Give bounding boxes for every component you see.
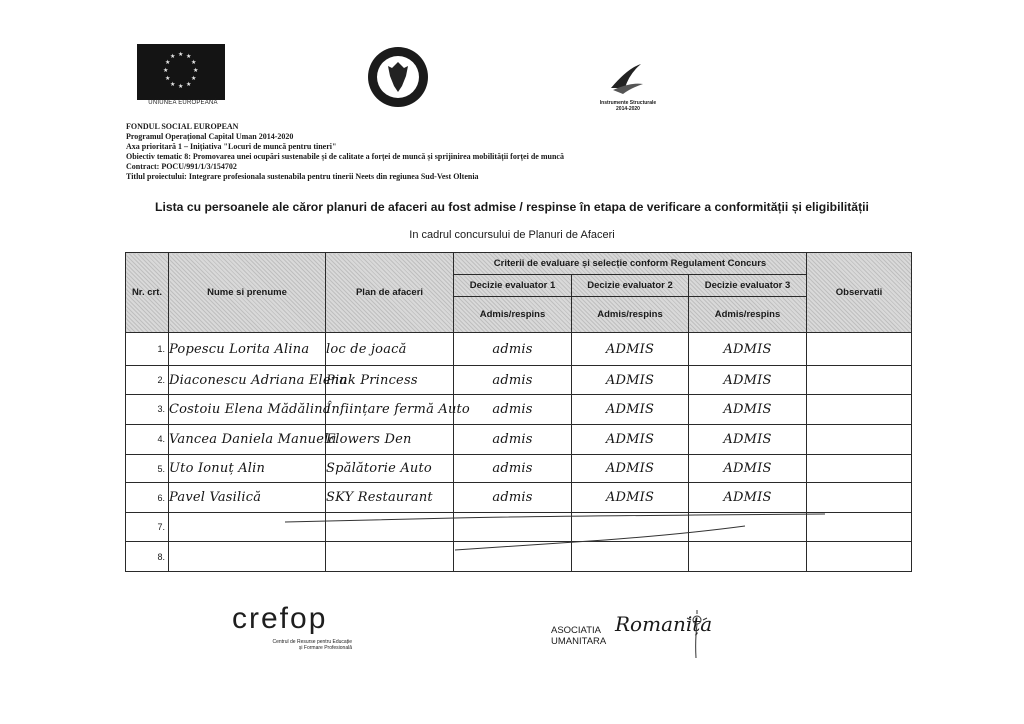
- document-title: Lista cu persoanele ale căror planuri de afaceri au fost admise / respinse în etapa de verificare a conformității și eligibilității: [155, 200, 869, 214]
- svg-text:★: ★: [191, 75, 197, 82]
- svg-text:★: ★: [186, 81, 192, 88]
- evaluator-3-decision: ADMIS: [689, 366, 807, 395]
- header-line-5: Contract: POCU/991/1/3/154702: [126, 162, 237, 171]
- row-number: 1.: [126, 333, 169, 366]
- evaluator-3-decision: ADMIS: [689, 394, 807, 424]
- eu-caption: UNIUNEA EUROPEANĂ: [148, 100, 218, 106]
- romanita-script: Romanița: [615, 612, 713, 636]
- header-plan: Plan de afaceri: [326, 253, 454, 333]
- evaluator-2-decision: ADMIS: [572, 483, 689, 513]
- evaluator-1-decision: admis: [454, 454, 572, 483]
- row-number: 5.: [126, 454, 169, 483]
- header-nr-crt: Nr. crt.: [126, 253, 169, 333]
- is-caption-line1: Instrumente Structurale: [599, 100, 657, 106]
- header-admis-respins-1: Admis/respins: [454, 297, 572, 333]
- header-evaluator-2: Decizie evaluator 2: [572, 275, 689, 297]
- observations: [807, 333, 912, 366]
- evaluator-1-decision: admis: [454, 394, 572, 424]
- table-row: [126, 394, 912, 424]
- row-number: 2.: [126, 366, 169, 395]
- evaluator-3-decision: ADMIS: [689, 483, 807, 513]
- document-subtitle: In cadrul concursului de Planuri de Afaceri: [409, 229, 615, 241]
- table-row: [126, 454, 912, 483]
- project-header: [126, 122, 564, 182]
- header-criteria: Criterii de evaluare și selecție conform Regulament Concurs: [454, 253, 807, 275]
- crefop-sub-line1: Centrul de Resurse pentru Educație: [272, 639, 352, 645]
- asoc-line2: UMANITARA: [551, 636, 607, 647]
- evaluator-3-decision: ADMIS: [689, 454, 807, 483]
- evaluator-1-decision: admis: [454, 333, 572, 366]
- svg-text:★: ★: [165, 59, 171, 66]
- svg-text:★: ★: [193, 67, 199, 74]
- row-number: 8.: [126, 542, 169, 572]
- business-plan: Flowers Den: [326, 424, 454, 454]
- eu-flag-logo: [137, 44, 225, 100]
- asociatia-umanitara-logo: [551, 625, 606, 647]
- evaluator-2-decision: ADMIS: [572, 366, 689, 395]
- evaluator-2-decision: ADMIS: [572, 424, 689, 454]
- observations: [807, 424, 912, 454]
- applicant-name: Vancea Daniela Manuela: [169, 424, 326, 454]
- svg-text:★: ★: [170, 81, 176, 88]
- header-name: Nume si prenume: [169, 253, 326, 333]
- header-line-6: Titlul proiectului: Integrare profesionala sustenabila pentru tinerii Neets din regiunea Sud-Vest Oltenia: [126, 172, 479, 181]
- business-plan: loc de joacă: [326, 333, 454, 366]
- row-number: 4.: [126, 424, 169, 454]
- svg-text:★: ★: [165, 75, 171, 82]
- evaluator-3-decision: ADMIS: [689, 333, 807, 366]
- header-line-4: Obiectiv tematic 8: Promovarea unei ocupări sustenabile și de calitate a forței de muncă și sprijinirea mobilității forței de muncă: [126, 152, 564, 161]
- evaluator-2-decision: ADMIS: [572, 333, 689, 366]
- business-plan: Spălătorie Auto: [326, 454, 454, 483]
- evaluator-2-decision: ADMIS: [572, 394, 689, 424]
- header-observatii: Observatii: [807, 253, 912, 333]
- applicant-name: Diaconescu Adriana Elena: [169, 366, 326, 395]
- header-admis-respins-3: Admis/respins: [689, 297, 807, 333]
- svg-text:★: ★: [186, 53, 192, 60]
- evaluator-2-decision: ADMIS: [572, 454, 689, 483]
- table-row: [126, 366, 912, 395]
- empty-rows-strike-lines: [125, 500, 911, 572]
- crefop-subtitle: [252, 639, 352, 651]
- header-admis-respins-2: Admis/respins: [572, 297, 689, 333]
- government-seal-logo: [367, 46, 429, 108]
- evaluator-3-decision: ADMIS: [689, 424, 807, 454]
- business-plan: Înființare fermă Auto: [326, 394, 454, 424]
- svg-text:★: ★: [163, 67, 169, 74]
- crefop-logo: crefop: [232, 602, 328, 635]
- is-caption-line2: 2014-2020: [616, 106, 640, 112]
- flower-icon: [683, 610, 709, 662]
- business-plan: SKY Restaurant: [326, 483, 454, 513]
- observations: [807, 394, 912, 424]
- header-line-3: Axa prioritară 1 – Inițiativa "Locuri de muncă pentru tineri": [126, 142, 337, 151]
- header-evaluator-3: Decizie evaluator 3: [689, 275, 807, 297]
- evaluator-1-decision: admis: [454, 483, 572, 513]
- evaluator-1-decision: admis: [454, 424, 572, 454]
- svg-text:★: ★: [178, 83, 184, 90]
- asoc-line1: ASOCIATIA: [551, 625, 601, 636]
- evaluator-1-decision: admis: [454, 366, 572, 395]
- svg-text:★: ★: [178, 51, 184, 58]
- business-plan: Pink Princess: [326, 366, 454, 395]
- row-number: 7.: [126, 513, 169, 542]
- crefop-sub-line2: și Formare Profesională: [298, 645, 352, 651]
- header-line-1: FONDUL SOCIAL EUROPEAN: [126, 122, 239, 131]
- svg-text:★: ★: [191, 59, 197, 66]
- table-row: [126, 333, 912, 366]
- instrumente-structurale-caption: [583, 100, 673, 112]
- row-number: 6.: [126, 483, 169, 513]
- row-number: 3.: [126, 394, 169, 424]
- table-row: [126, 424, 912, 454]
- header-evaluator-1: Decizie evaluator 1: [454, 275, 572, 297]
- observations: [807, 454, 912, 483]
- applicant-name: Pavel Vasilică: [169, 483, 326, 513]
- applicant-name: Uto Ionuț Alin: [169, 454, 326, 483]
- svg-text:★: ★: [170, 53, 176, 60]
- observations: [807, 366, 912, 395]
- applicant-name: Costoiu Elena Mădălina: [169, 394, 326, 424]
- applicant-name: Popescu Lorita Alina: [169, 333, 326, 366]
- header-line-2: Programul Operațional Capital Uman 2014-2020: [126, 132, 294, 141]
